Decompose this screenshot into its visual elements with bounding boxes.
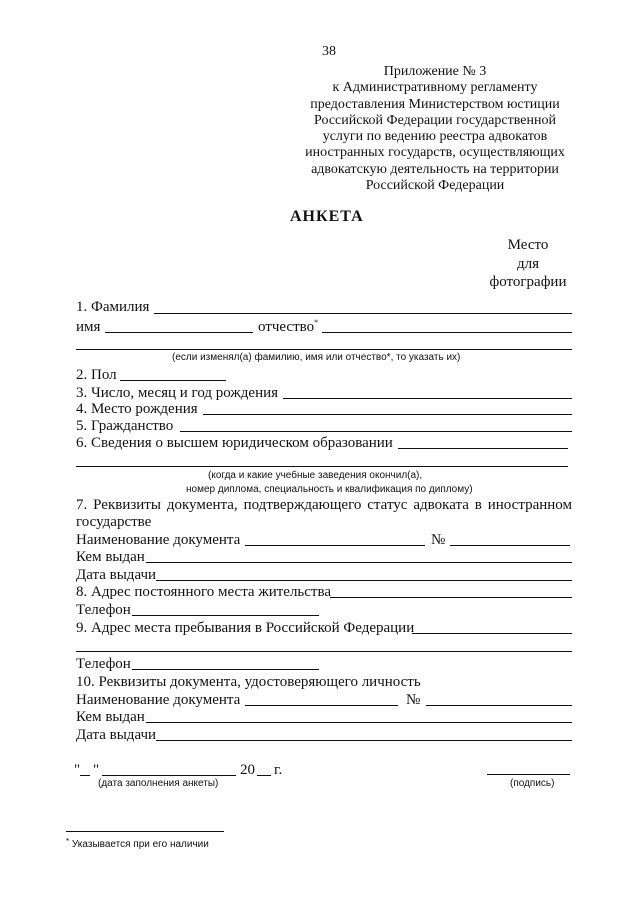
birth-place-field[interactable] [203, 414, 572, 415]
appendix-line: предоставления Министерством юстиции [310, 96, 560, 112]
photo-label: для [516, 255, 540, 272]
patronymic-field[interactable] [322, 332, 572, 333]
citizenship-label: 5. Гражданство [76, 418, 174, 434]
appendix-line: услуги по ведению реестра адвокатов [322, 129, 548, 145]
appendix-line: Приложение № 3 [383, 64, 487, 79]
footnote [66, 839, 209, 851]
phone-field[interactable] [132, 615, 319, 616]
stay-address-label: 9. Адрес места пребывания в Российской Федерации [76, 620, 415, 636]
issue-date-field[interactable] [156, 580, 572, 581]
issued-by-label: Кем выдан [76, 709, 145, 725]
advocate-doc-label: 7. Реквизиты документа, подтверждающего статус адвоката в иностранном [76, 497, 572, 513]
phone-label: Телефон [76, 656, 131, 672]
number-sign: № [406, 692, 421, 708]
appendix-line: Российской Федерации [365, 178, 505, 194]
photo-placeholder [488, 236, 568, 292]
name-change-hint: (если изменял(а) фамилию, имя или отчество*, то указать их) [172, 352, 461, 363]
date-month-field[interactable] [102, 775, 236, 776]
footnote-text: Указывается при его наличии [71, 839, 209, 850]
education-field[interactable] [398, 448, 568, 449]
phone-field-2[interactable] [132, 669, 319, 670]
appendix-line: адвокатскую деятельность на территории [311, 161, 559, 177]
patronymic-text: отчество [258, 319, 315, 335]
name-field[interactable] [105, 332, 253, 333]
education-field-2[interactable] [76, 466, 568, 467]
issued-by-field-2[interactable] [146, 722, 572, 723]
issue-date-label: Дата выдачи [76, 567, 157, 583]
doc-name-field-2[interactable] [245, 705, 398, 706]
birth-place-label: 4. Место рождения [76, 401, 198, 417]
signature-field[interactable] [487, 774, 570, 775]
form-title: АНКЕТА [290, 208, 364, 225]
appendix-line: к Административному регламенту [332, 80, 538, 96]
date-year-suffix: г. [274, 762, 283, 778]
doc-name-field[interactable] [245, 545, 425, 546]
education-hint: номер диплома, специальность и квалификация по диплому) [186, 484, 473, 495]
doc-number-field[interactable] [450, 545, 570, 546]
footnote-separator [66, 831, 224, 832]
birth-date-field[interactable] [283, 398, 572, 399]
residence-field[interactable] [330, 597, 572, 598]
photo-label: фотографии [489, 274, 567, 290]
issue-date-label: Дата выдачи [76, 727, 157, 743]
sex-label: 2. Пол [76, 367, 117, 383]
name-label: имя [76, 319, 101, 335]
doc-name-label: Наименование документа [76, 692, 241, 708]
phone-label: Телефон [76, 602, 131, 618]
education-label: 6. Сведения о высшем юридическом образовании [76, 435, 393, 451]
doc-name-label: Наименование документа [76, 532, 241, 548]
date-quote-close: " [93, 762, 100, 778]
citizenship-field[interactable] [180, 431, 572, 432]
page-number: 38 [322, 44, 336, 59]
birth-date-label: 3. Число, месяц и год рождения [76, 385, 279, 401]
photo-label: Место [507, 237, 549, 253]
signature-caption: (подпись) [510, 778, 555, 789]
patronymic-label [258, 318, 318, 338]
residence-label: 8. Адрес постоянного места жительства [76, 584, 332, 600]
issued-by-field[interactable] [146, 562, 572, 563]
footnote-mark: * [66, 837, 70, 846]
issued-by-label: Кем выдан [76, 549, 145, 565]
issue-date-field-2[interactable] [156, 740, 572, 741]
asterisk-mark: * [314, 318, 319, 327]
appendix-line: иностранных государств, осуществляющих [305, 145, 565, 161]
surname-field[interactable] [154, 313, 572, 314]
date-year-prefix: 20 [240, 762, 255, 778]
appendix-line: Российской Федерации государственной [314, 112, 556, 128]
education-hint: (когда и какие учебные заведения окончил(а), [208, 470, 423, 481]
advocate-doc-label-2: государстве [76, 514, 152, 530]
stay-address-field[interactable] [412, 633, 572, 634]
former-names-field[interactable] [76, 349, 572, 350]
sex-field[interactable] [120, 380, 226, 381]
doc-number-field-2[interactable] [426, 705, 572, 706]
stay-address-field-2[interactable] [76, 651, 572, 652]
date-day-field[interactable] [80, 775, 90, 776]
identity-doc-label: 10. Реквизиты документа, удостоверяющего личность [76, 674, 421, 690]
date-caption: (дата заполнения анкеты) [98, 778, 219, 789]
appendix-header [300, 64, 570, 194]
surname-label: 1. Фамилия [76, 299, 150, 315]
date-quote-open: " [74, 762, 81, 778]
number-sign: № [431, 532, 446, 548]
date-year-field[interactable] [257, 775, 271, 776]
